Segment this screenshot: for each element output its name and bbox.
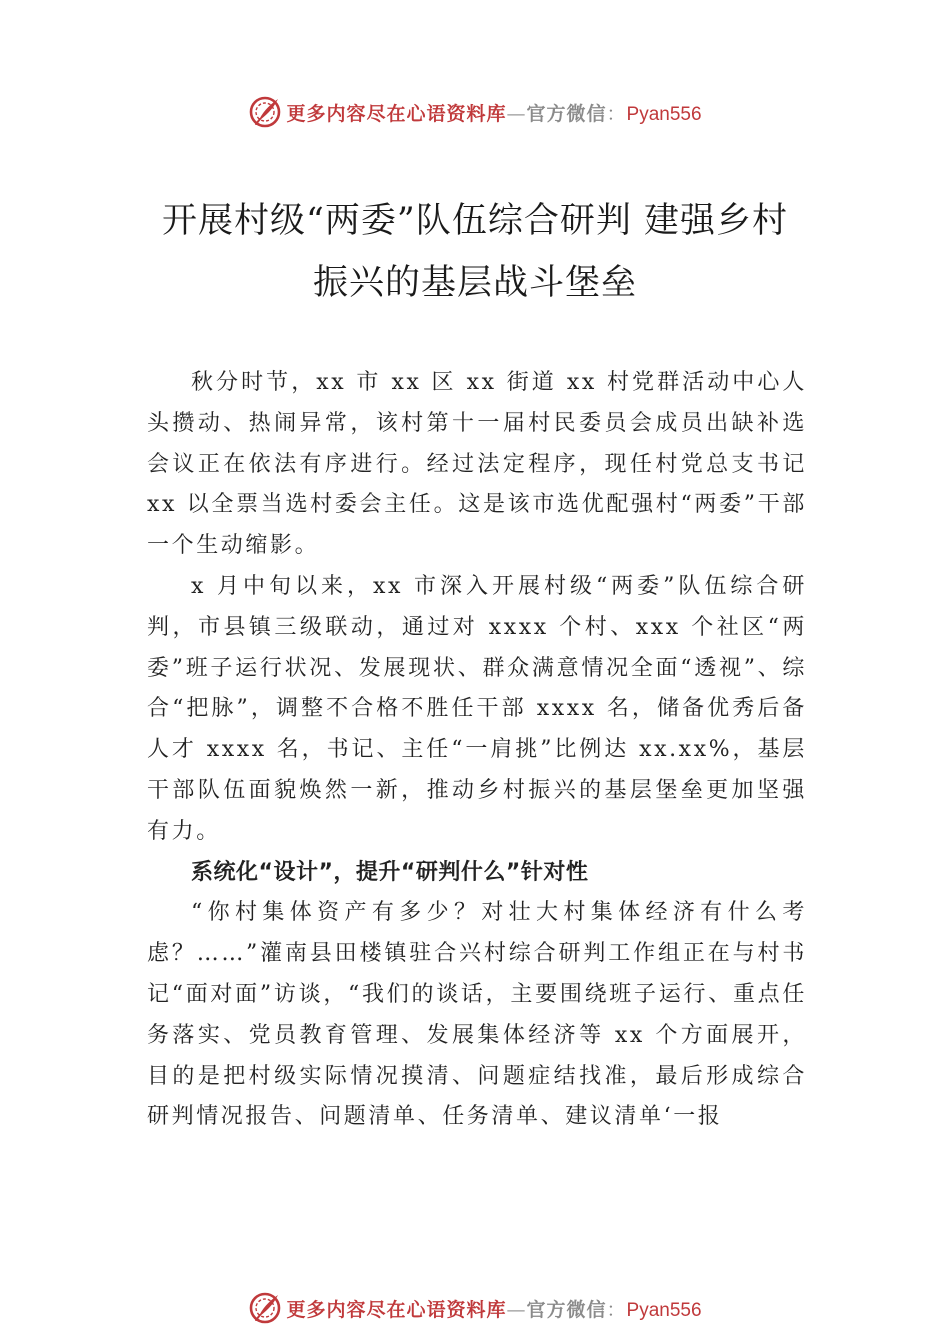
banner-colon: ： [606,102,627,125]
banner-colon: ： [606,1298,627,1321]
banner-brand: 更多内容尽在心语资料库 [286,102,507,125]
quill-logo-icon [248,1291,282,1325]
title-line-1: 开展村级“两委”队伍综合研判 建强乡村 [162,201,788,241]
header-banner [0,92,950,132]
banner-text [286,1295,701,1322]
footer-banner [0,1288,950,1328]
banner-wechat-id: Pyan556 [626,1299,702,1321]
banner-brand: 更多内容尽在心语资料库 [286,1298,507,1321]
document-title [140,190,810,314]
banner-label: 官方微信 [526,1298,607,1321]
banner-separator: — [506,102,527,125]
banner-label: 官方微信 [526,102,607,125]
quill-logo-icon [248,95,282,129]
banner-separator: — [506,1298,527,1321]
banner-wechat-id: Pyan556 [626,103,702,125]
section-heading: 系统化“设计”，提升“研判什么”针对性 [191,859,589,885]
paragraph-2: x 月中旬以来，xx 市深入开展村级“两委”队伍综合研判，市县镇三级联动，通过对 xxxx 个村、xxx 个社区“两委”班子运行状况、发展现状、群众满意情况全面“透视”、综合“把脉”，调整不合格不胜任干部 xxxx 名，储备优秀后备人才 xxxx 名，书记、主任“一肩挑”比例达 xx.xx%，基层干部队伍面貌焕然一新，推动乡村振兴的基层堡垒更加坚强有力。 [147,573,807,844]
paragraph-3: “你村集体资产有多少？对壮大村集体经济有什么考虑？……”灌南县田楼镇驻合兴村综合研判工作组正在与村书记“面对面”访谈，“我们的谈话，主要围绕班子运行、重点任务落实、党员教育管理、发展集体经济等 xx 个方面展开，目的是把村级实际情况摸清、问题症结找准，最后形成综合研判情况报告、问题清单、任务清单、建议清单‘一报 [147,900,807,1130]
banner-text [286,99,701,126]
title-line-2: 振兴的基层战斗堡垒 [312,263,637,303]
document-body [147,363,807,1138]
paragraph-1: 秋分时节，xx 市 xx 区 xx 街道 xx 村党群活动中心人头攒动、热闹异常，该村第十一届村民委员会成员出缺补选会议正在依法有序进行。经过法定程序，现任村党总支书记 xx 以全票当选村委会主任。这是该市选优配强村“两委”干部一个生动缩影。 [147,370,807,559]
